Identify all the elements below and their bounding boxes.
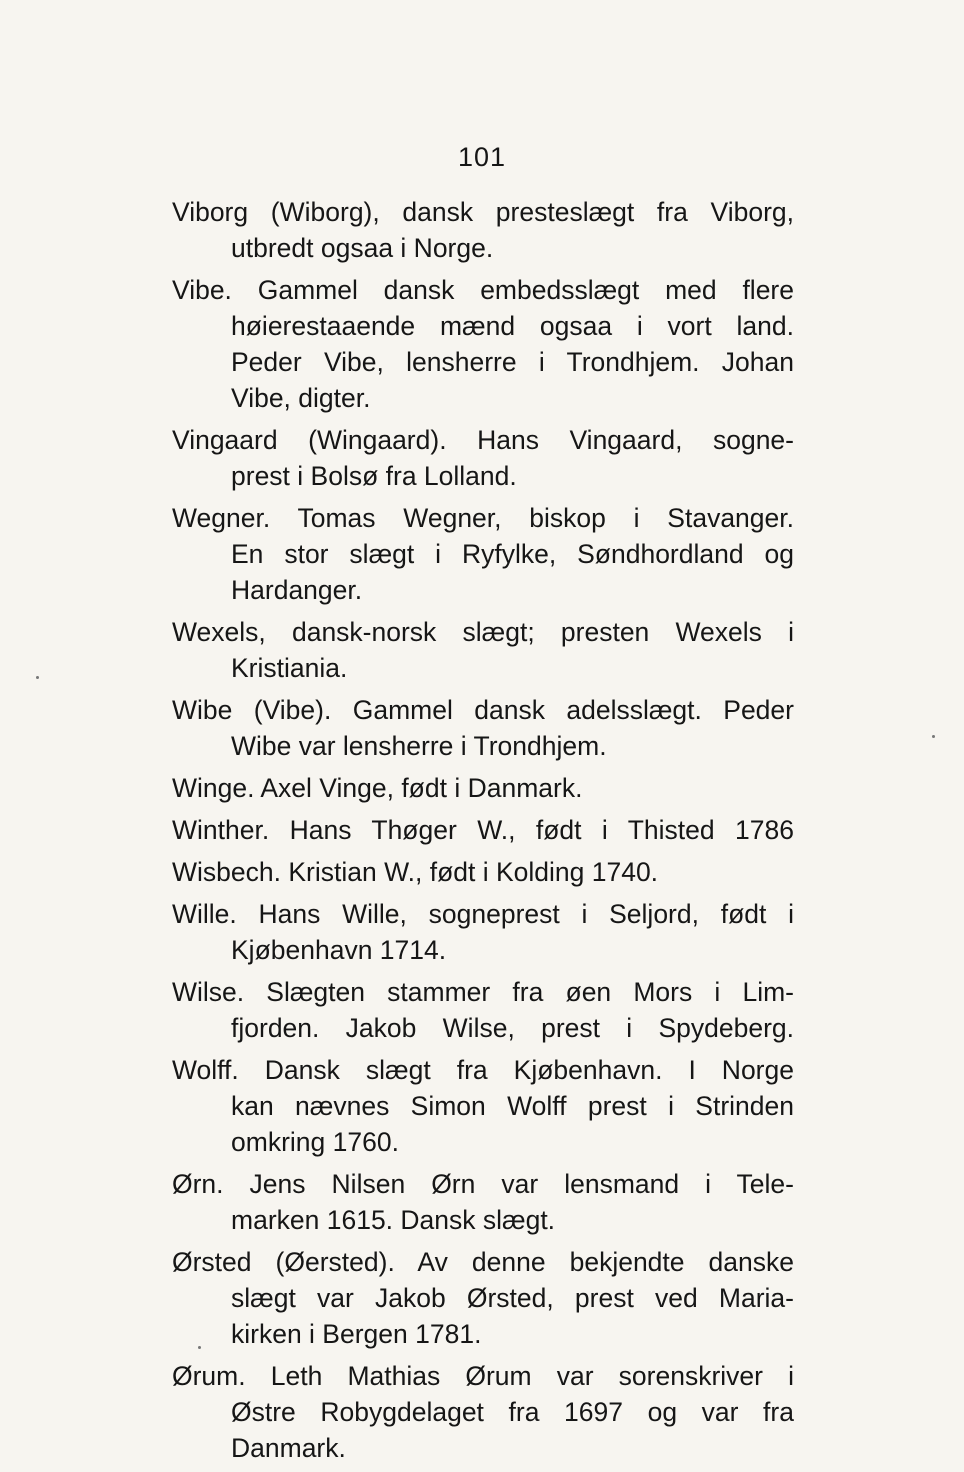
print-speck [36,676,39,679]
entry-line: Hardanger. [231,575,363,605]
entry-line: Vingaard (Wingaard). Hans Vingaard, sogne- [172,425,794,455]
entry-line: omkring 1760. [231,1127,399,1157]
entry-line: prest i Bolsø fra Lolland. [231,461,517,491]
entry-line: Winge. Axel Vinge, født i Danmark. [172,773,583,803]
list-item [172,1166,794,1238]
entry-line: Kjøbenhavn 1714. [231,935,447,965]
entry-line: Peder Vibe, lensherre i Trondhjem. Johan [231,347,794,377]
entry-line: Wibe var lensherre i Trondhjem. [231,731,607,761]
entry-line: Wegner. Tomas Wegner, biskop i Stavanger. [172,503,794,533]
list-item [172,194,794,266]
list-item [172,896,794,968]
entry-line: utbredt ogsaa i Norge. [231,233,494,263]
list-item [172,614,794,686]
print-speck [932,735,935,738]
entry-line: kirken i Bergen 1781. [231,1319,482,1349]
entry-line: Wibe (Vibe). Gammel dansk adelsslægt. Peder [172,695,794,725]
page-number: 101 [457,142,507,172]
entry-line: Vibe, digter. [231,383,371,413]
list-item [172,272,794,416]
entry-line: Østre Robygdelaget fra 1697 og var fra [231,1397,794,1427]
list-item [172,692,794,764]
entry-line: Ørn. Jens Nilsen Ørn var lensmand i Tele- [172,1169,794,1199]
list-item [172,1052,794,1160]
entry-line: Winther. Hans Thøger W., født i Thisted 1786 [172,815,794,845]
entry-line: Wille. Hans Wille, sogneprest i Seljord, født i [172,899,794,929]
entry-line: Ørsted (Øersted). Av denne bekjendte danske [172,1247,794,1277]
list-item [172,854,794,890]
list-item [172,770,794,806]
list-item [172,422,794,494]
list-item [172,812,794,848]
entry-line: Danmark. [231,1433,346,1463]
entry-line: marken 1615. Dansk slægt. [231,1205,556,1235]
list-item [172,1358,794,1466]
entry-line: Kristiania. [231,653,348,683]
entry-list [172,194,794,1472]
entry-line: Wisbech. Kristian W., født i Kolding 1740. [172,857,659,887]
entry-line: Wolff. Dansk slægt fra Kjøbenhavn. I Norge [172,1055,794,1085]
entry-line: Wexels, dansk-norsk slægt; presten Wexels i [172,617,794,647]
entry-line: Ørum. Leth Mathias Ørum var sorenskriver i [172,1361,794,1391]
entry-line: Vibe. Gammel dansk embedsslægt med flere [172,275,794,305]
entry-line: slægt var Jakob Ørsted, prest ved Maria- [231,1283,794,1313]
entry-line: fjorden. Jakob Wilse, prest i Spydeberg. [231,1013,794,1043]
entry-line: høierestaaende mænd ogsaa i vort land. [231,311,794,341]
list-item [172,500,794,608]
entry-line: En stor slægt i Ryfylke, Søndhordland og [231,539,794,569]
entry-line: Wilse. Slægten stammer fra øen Mors i Lim- [172,977,794,1007]
entry-line: kan nævnes Simon Wolff prest i Strinden [231,1091,794,1121]
list-item [172,974,794,1046]
entry-line: Viborg (Wiborg), dansk presteslægt fra Viborg, [172,197,794,227]
list-item [172,1244,794,1352]
print-speck [198,1346,201,1349]
